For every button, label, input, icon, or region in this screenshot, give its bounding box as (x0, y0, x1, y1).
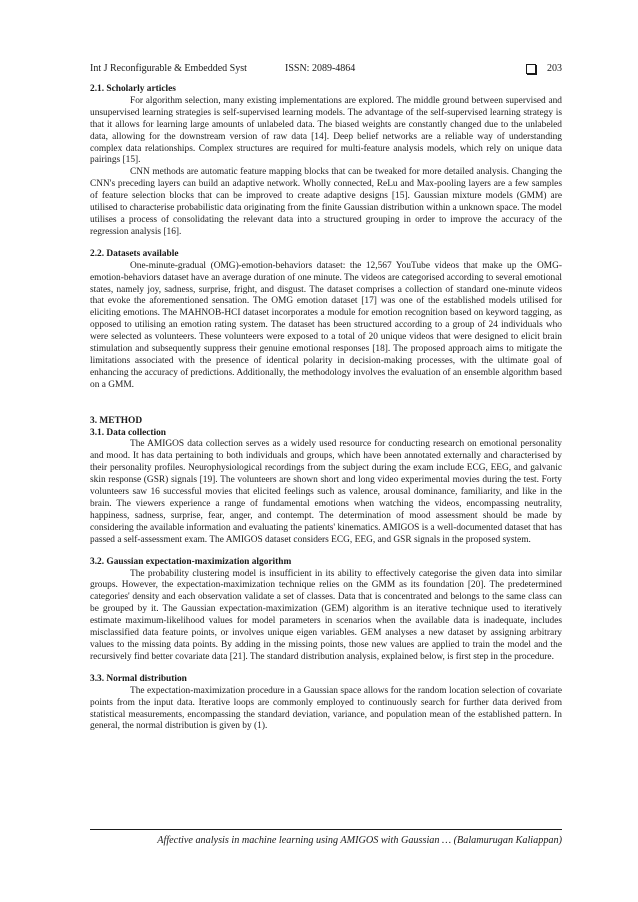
section-heading-3-3: 3.3. Normal distribution (90, 673, 187, 684)
paragraph: For algorithm selection, many existing implementations are explored. The middle ground between supervised and unsupervised learning strategies is self-supervised learning models. The advantage of the self-supervised learning strategy is that it allows for learning large amounts of unlabeled data. The biased weights are constantly changed due to the unlabeled data, allowing for the downstream version of raw data [14]. Deep belief networks are a reliable way of understanding complex data relationships. Complex structures are required for multi-feature analysis models, which rely on unique data pairings [15]. (90, 95, 562, 166)
paragraph: The AMIGOS data collection serves as a widely used resource for conducting research on emotional personality and mood. It has data pertaining to both individuals and groups, which have been annotated externally and characterised by their personality profiles. Neurophysiological recordings from the subject during the exam include ECG, EEG, and galvanic skin response (GSR) signals [19]. The volunteers are shown short and long video experimental movies during the test. Forty volunteers saw 16 successful movies that elicited feelings such as valence, arousal dominance, familiarity, and like in the brain. The viewers experience a range of fundamental emotions when watching the videos, encompassing neutrality, happiness, sadness, surprise, fear, anger, and contempt. The determination of mood assessment should be made by considering the available information and evaluating the patients' kinematics. AMIGOS is a well-documented dataset that has passed a self-assessment exam. The AMIGOS dataset considers ECG, EEG, and GSR signals in the proposed system. (90, 439, 562, 545)
running-header (90, 62, 562, 76)
paragraph: The probability clustering model is insufficient in its ability to effectively categorise the given data into similar groups. However, the expectation-maximization technique relies on the GMM as its foundation [20]. The predetermined categories' density and each observation validate a set of classes. Data that is concentrated and belongs to the same class can be grouped by it. The Gaussian expectation-maximization (GEM) algorithm is an iterative technique used to iteratively estimate maximum-likelihood values for model parameters in scenarios when the available data is inadequate, includes misclassified data feature points, or involves unique eigen variables. GEM analyses a new dataset by assigning arbitrary values to the missing data points. By adding in the missing points, those new values are applied to train the model and the recursively find better covariate data [21]. The standard distribution analysis, explained below, is first step in the procedure. (90, 568, 562, 662)
paragraph: CNN methods are automatic feature mapping blocks that can be tweaked for more detailed analysis. Changing the CNN's preceding layers can build an adaptive network. Wholly connected, ReLu and Max-pooling layers are a few samples of feature selection blocks that can be improved to create adaptive designs [15]. Gaussian mixture models (GMM) are utilised to characterise probabilistic data originating from the finite Gaussian distribution within a unknown space. The model utilises a process of consolidating the relevant data into a structured grouping in order to improve the accuracy of the regression analysis [16]. (90, 167, 562, 237)
journal-name: Int J Reconfigurable & Embedded Syst (90, 63, 247, 74)
section-heading-3-1: 3.1. Data collection (90, 427, 167, 438)
issn: ISSN: 2089-4864 (285, 63, 356, 74)
section-heading-2-2: 2.2. Datasets available (90, 248, 179, 259)
square-bullet-icon (526, 64, 536, 74)
page-number: 203 (547, 63, 562, 74)
paragraph: One-minute-gradual (OMG)-emotion-behaviors dataset: the 12,567 YouTube videos that make up the OMG-emotion-behaviors dataset have an average duration of one minute. The videos are categorised according to several emotional states, namely joy, sadness, surprise, fright, and disgust. The dataset comprises a collection of standard one-minute videos that evoke the aforementioned sensation. The OMG emotion dataset [17] was one of the established models utilised for eliciting emotions. The MAHNOB-HCI dataset incorporates a module for emotion recognition based on keyword tagging, as opposed to utilising an emotion rating system. The dataset has been structured according to a group of 24 individuals who were selected as volunteers. These volunteers were exposed to a total of 20 unique videos that were designed to elicit brain stimulation and subsequently suppress their genuine emotional responses [18]. The proposed approach aims to mitigate the limitations associated with the presence of identical polarity in decision-making processes, with the ultimate goal of enhancing the accuracy of predictions. Additionally, the methodology involves the evaluation of an ensemble algorithm based on a GMM. (90, 260, 562, 390)
section-heading-3-2: 3.2. Gaussian expectation-maximization algorithm (90, 556, 292, 567)
article-body (90, 84, 562, 733)
section-heading-2-1: 2.1. Scholarly articles (90, 84, 176, 94)
paragraph: The expectation-maximization procedure in a Gaussian space allows for the random location selection of covariate points from the input data. Iterative loops are commonly employed to continuously search for further data derived from statistical measurements, encompassing the standard deviation, variance, and population mean of the established pattern. In general, the normal distribution is given by (1). (90, 685, 562, 732)
section-heading-3: 3. METHOD (90, 415, 143, 426)
footer-divider (90, 829, 562, 830)
running-footer: Affective analysis in machine learning using AMIGOS with Gaussian … (Balamurugan Kaliappan) (157, 835, 562, 846)
